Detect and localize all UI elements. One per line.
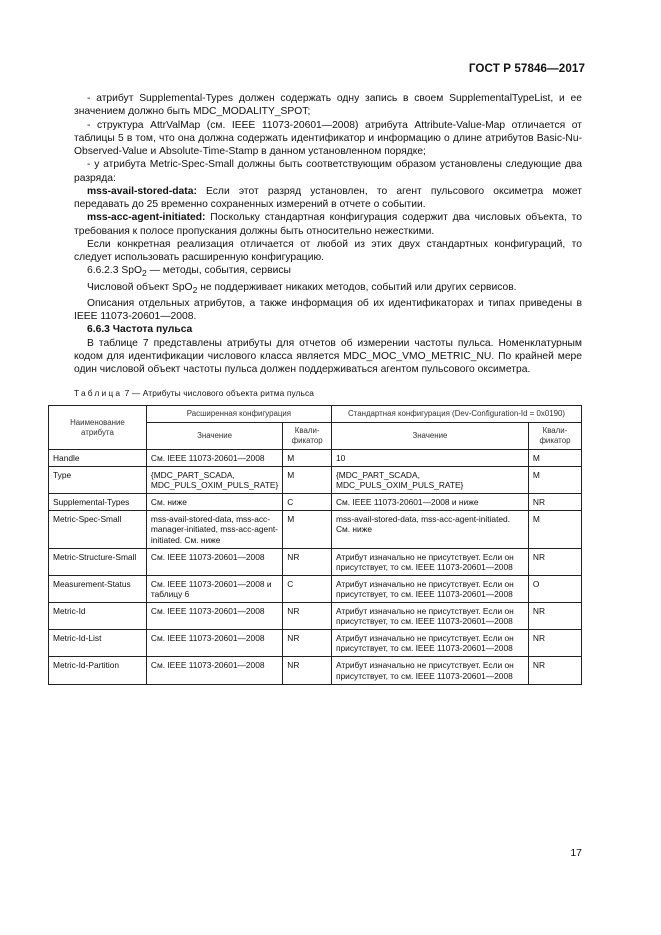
attributes-table: [48, 405, 582, 685]
extended-value-cell: См. IEEE 11073-20601—2008: [146, 450, 282, 467]
table-row: [49, 467, 582, 494]
standard-qualifier-cell: NR: [528, 657, 581, 684]
header-standard-config: Стандартная конфигурация (Dev-Configuration-Id = 0x0190): [331, 406, 581, 423]
extended-qualifier-cell: M: [283, 450, 332, 467]
standard-value-cell: Атрибут изначально не присутствует. Если он присутствует, то см. IEEE 11073-20601—2008: [331, 603, 528, 630]
term: mss-acc-agent-initiated:: [87, 212, 206, 224]
standard-qualifier-cell: O: [528, 575, 581, 602]
extended-value-cell: См. IEEE 11073-20601—2008 и таблицу 6: [146, 575, 282, 602]
extended-qualifier-cell: C: [283, 494, 332, 511]
standard-value-cell: Атрибут изначально не присутствует. Если он присутствует, то см. IEEE 11073-20601—2008: [331, 548, 528, 575]
table-row: [49, 630, 582, 657]
table-row: [49, 657, 582, 684]
standard-value-cell: См. IEEE 11073-20601—2008 и ниже: [331, 494, 528, 511]
header-value: Значение: [146, 423, 282, 450]
extended-value-cell: См. IEEE 11073-20601—2008: [146, 603, 282, 630]
extended-value-cell: См. IEEE 11073-20601—2008: [146, 548, 282, 575]
header-qualifier: Квали-фикатор: [283, 423, 332, 450]
paragraph: В таблице 7 представлены атрибуты для отчетов об измерении частоты пульса. Номенклатурным кодом для идентификации числового класса является MDC_MOC_VMO_METRIC_NU. По крайней мере один числовой объект частоты пульса должен поддерживаться агентом пульсового оксиметра.: [74, 337, 582, 376]
standard-value-cell: Атрибут изначально не присутствует. Если он присутствует, то см. IEEE 11073-20601—2008: [331, 657, 528, 684]
extended-qualifier-cell: C: [283, 575, 332, 602]
table-row: [49, 575, 582, 602]
attribute-name-cell: Metric-Id-List: [49, 630, 147, 657]
standard-qualifier-cell: M: [528, 467, 581, 494]
extended-value-cell: {MDC_PART_SCADA, MDC_PULS_OXIM_PULS_RATE}: [146, 467, 282, 494]
term: mss-avail-stored-data:: [87, 185, 197, 197]
header-value: Значение: [331, 423, 528, 450]
table-row: [49, 450, 582, 467]
table-row: [49, 511, 582, 548]
subsection-heading: 6.6.2.3 SpO$_2$ — методы, события, сервисы: [87, 265, 291, 279]
standard-value-cell: mss-avail-stored-data, mss-acc-agent-initiated. См. ниже: [331, 511, 528, 548]
header-extended-config: Расширенная конфигурация: [146, 406, 331, 423]
extended-value-cell: mss-avail-stored-data, mss-acc-manager-initiated, mss-acc-agent-initiated. См. ниже: [146, 511, 282, 548]
standard-qualifier-cell: NR: [528, 603, 581, 630]
attribute-name-cell: Metric-Id-Partition: [49, 657, 147, 684]
paragraph: [74, 185, 582, 212]
page-number: 17: [570, 847, 582, 859]
attribute-name-cell: Type: [49, 467, 147, 494]
term-definition: Если этот разряд установлен, то агент пульсового оксиметра может передавать до 25 временно сохраненных измерений в отчете о событии.: [74, 185, 582, 210]
table-row: [49, 494, 582, 511]
paragraph: Если конкретная реализация отличается от любой из этих двух стандартных конфигураций, то следует использовать расширенную конфигурацию.: [74, 238, 582, 263]
extended-value-cell: См. IEEE 11073-20601—2008: [146, 657, 282, 684]
header-name: Наименование атрибута: [49, 406, 147, 450]
body-text: [74, 92, 582, 376]
attribute-name-cell: Metric-Spec-Small: [49, 511, 147, 548]
paragraph: Описания отдельных атрибутов, а также информация об их идентификаторах и типах приведены в IEEE 11073-20601—2008.: [74, 297, 582, 323]
extended-value-cell: См. ниже: [146, 494, 282, 511]
extended-qualifier-cell: M: [283, 467, 332, 494]
extended-qualifier-cell: NR: [283, 548, 332, 575]
table-row: [49, 548, 582, 575]
extended-qualifier-cell: NR: [283, 630, 332, 657]
standard-qualifier-cell: NR: [528, 494, 581, 511]
table-header-row: [49, 406, 582, 423]
standard-qualifier-cell: M: [528, 450, 581, 467]
standard-value-cell: Атрибут изначально не присутствует. Если он присутствует, то см. IEEE 11073-20601—2008: [331, 575, 528, 602]
table-row: [49, 603, 582, 630]
attribute-name-cell: Metric-Id: [49, 603, 147, 630]
extended-qualifier-cell: M: [283, 511, 332, 548]
header-qualifier: Квали-фикатор: [528, 423, 581, 450]
paragraph: - атрибут Supplemental-Types должен содержать одну запись в своем SupplementalTypeList, и ее значением должно быть MDC_MODALITY_SPOT;: [74, 93, 582, 118]
section-heading: 6.6.3 Частота пульса: [87, 324, 193, 336]
standard-value-cell: Атрибут изначально не присутствует. Если он присутствует, то см. IEEE 11073-20601—2008: [331, 630, 528, 657]
standard-value-cell: {MDC_PART_SCADA, MDC_PULS_OXIM_PULS_RATE}: [331, 467, 528, 494]
paragraph: - структура AttrValMap (см. IEEE 11073-20601—2008) атрибута Attribute-Value-Map отличается от таблицы 5 в том, что она должна содержать идентификатор и информацию о длине атрибутов Basic-Nu-Observed-Value и Absolute-Time-Stamp в данном установленном порядке;: [74, 119, 582, 157]
table-caption: Таблица 7 — Атрибуты числового объекта ритма пульса: [74, 388, 315, 398]
attribute-name-cell: Measurement-Status: [49, 575, 147, 602]
paragraph: - у атрибута Metric-Spec-Small должны быть соответствующим образом установлены следующие два разряда:: [74, 159, 582, 184]
standard-value-cell: 10: [331, 450, 528, 467]
paragraph: [74, 211, 582, 238]
paragraph: Числовой объект SpO$_2$ не поддерживает никаких методов, событий или других сервисов.: [87, 281, 517, 295]
extended-qualifier-cell: NR: [283, 657, 332, 684]
standard-qualifier-cell: NR: [528, 630, 581, 657]
document-id: ГОСТ Р 57846—2017: [468, 62, 585, 75]
attribute-name-cell: Supplemental-Types: [49, 494, 147, 511]
extended-qualifier-cell: NR: [283, 603, 332, 630]
extended-value-cell: См. IEEE 11073-20601—2008: [146, 630, 282, 657]
attribute-name-cell: Metric-Structure-Small: [49, 548, 147, 575]
attribute-name-cell: Handle: [49, 450, 147, 467]
standard-qualifier-cell: NR: [528, 548, 581, 575]
term-definition: Поскольку стандартная конфигурация содержит два числовых объекта, то требования к полосе пропускания должны быть относительно нежесткими.: [74, 212, 582, 237]
standard-qualifier-cell: M: [528, 511, 581, 548]
